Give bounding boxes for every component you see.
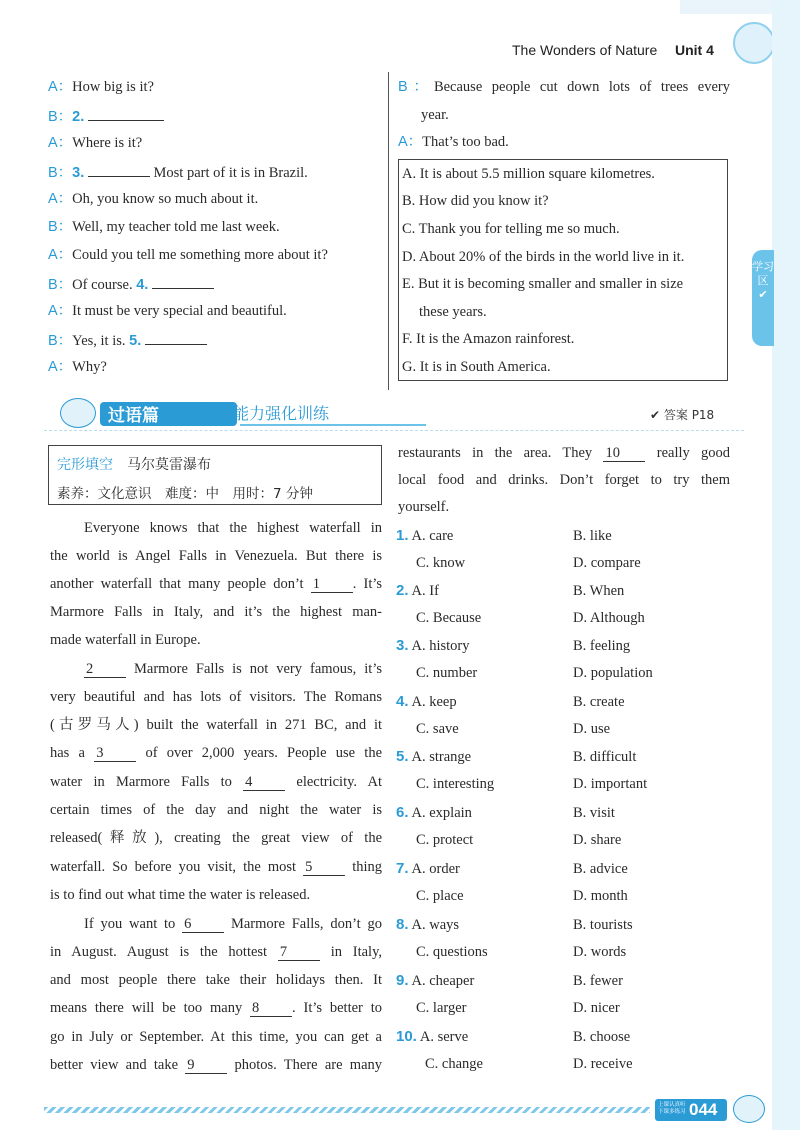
mascot-icon: [733, 22, 775, 64]
dialog-line-cont: year.: [421, 107, 449, 123]
option-c[interactable]: C. number: [416, 665, 478, 681]
page-number-box: [655, 1099, 727, 1121]
option-d[interactable]: D. Although: [573, 610, 645, 626]
section-badge: 过语篇: [108, 406, 159, 426]
option-c[interactable]: C. Because: [416, 610, 482, 626]
option-d[interactable]: D. compare: [573, 555, 641, 571]
subtitle-underline: [240, 424, 426, 426]
option-b[interactable]: B. choose: [573, 1029, 631, 1045]
question-number: 8.: [396, 916, 409, 933]
question-number: 7.: [396, 860, 409, 877]
owl-mascot-icon: [60, 398, 96, 428]
answer-blank[interactable]: [88, 162, 150, 177]
option-a[interactable]: A. cheaper: [411, 973, 475, 989]
passage-line: better view and take 9 photos. There are many: [50, 1057, 383, 1073]
exercise-type: 完形填空: [57, 457, 113, 473]
option-b[interactable]: B. difficult: [573, 749, 637, 765]
question-number: 9.: [396, 972, 409, 989]
dialog-line: B：2.: [48, 106, 164, 126]
blank-1[interactable]: 1: [311, 577, 353, 593]
option-d[interactable]: D. nicer: [573, 1000, 620, 1016]
blank-9[interactable]: 9: [185, 1058, 227, 1074]
passage-line: local food and drinks. Don’t forget to try them: [398, 472, 730, 488]
option-a[interactable]: A. If: [411, 583, 439, 599]
option-item: D. About 20% of the birds in the world live in it.: [402, 249, 685, 265]
question-item: [396, 860, 460, 878]
passage-line: very beautiful and has lots of visitors. The Romans: [50, 689, 382, 705]
option-a[interactable]: A. keep: [411, 694, 457, 710]
dialog-line: A：It must be very special and beautiful.: [48, 303, 287, 319]
option-a[interactable]: A. serve: [419, 1029, 469, 1045]
question-number: 3.: [396, 637, 409, 654]
dialog-line: A：Could you tell me something more about it?: [48, 247, 328, 263]
passage-line: restaurants in the area. They 10 really good: [398, 445, 731, 461]
footer-stripe: [44, 1107, 650, 1113]
question-item: [396, 637, 470, 655]
option-b[interactable]: B. tourists: [573, 917, 633, 933]
passage-line: If you want to 6 Marmore Falls, don’t go: [84, 916, 382, 932]
dialog-line: A：How big is it?: [48, 79, 154, 95]
dialog-line: A：Why?: [48, 359, 107, 375]
option-d[interactable]: D. words: [573, 944, 627, 960]
option-item-cont: these years.: [419, 304, 487, 320]
option-d[interactable]: D. important: [573, 776, 648, 792]
page-edge-decoration: [772, 0, 800, 1130]
option-b[interactable]: B. create: [573, 694, 625, 710]
passage-line: 2 Marmore Falls is not very famous, it’s: [86, 661, 383, 677]
option-item: C. Thank you for telling me so much.: [402, 221, 620, 237]
blank-5[interactable]: 5: [303, 860, 345, 876]
running-title: The Wonders of Nature: [512, 42, 658, 58]
passage-line: yourself.: [398, 499, 450, 515]
blank-8[interactable]: 8: [250, 1001, 292, 1017]
side-tab-label: 学习区: [752, 260, 774, 287]
dialog-line: B：Because people cut down lots of trees every: [398, 79, 731, 95]
option-b[interactable]: B. When: [573, 583, 625, 599]
options-box: [398, 159, 728, 381]
question-number: 5.: [396, 748, 409, 765]
dialog-line: A：Where is it?: [48, 135, 143, 151]
question-number: 6.: [396, 804, 409, 821]
exercise-meta: 素养：文化意识 难度：中 用时：7 分钟: [57, 486, 313, 502]
blank-10[interactable]: 10: [603, 446, 645, 462]
dialog-line: B：Yes, it is. 5.: [48, 330, 207, 350]
passage-line: in August. August is the hottest 7 in Italy,: [50, 944, 383, 960]
option-c[interactable]: C. larger: [416, 1000, 467, 1016]
option-d[interactable]: D. month: [573, 888, 628, 904]
option-d[interactable]: D. use: [573, 721, 611, 737]
option-item: E. But it is becoming smaller and smaller in size: [402, 276, 684, 292]
option-b[interactable]: B. feeling: [573, 638, 631, 654]
option-item: B. How did you know it?: [402, 193, 549, 209]
blank-2[interactable]: 2: [84, 662, 126, 678]
passage-line: Marmore Falls in Italy, and it’s the highest man-: [50, 604, 382, 620]
section-banner: [60, 398, 750, 426]
question-item: [396, 804, 472, 822]
option-item: G. It is in South America.: [402, 359, 551, 375]
option-b[interactable]: B. like: [573, 528, 612, 544]
side-tab[interactable]: 学习区 ✔: [752, 250, 774, 346]
blank-3[interactable]: 3: [94, 746, 136, 762]
page-number: 044: [689, 1100, 718, 1119]
owl-mascot-icon: [733, 1095, 765, 1123]
option-b[interactable]: B. fewer: [573, 973, 623, 989]
option-a[interactable]: A. explain: [411, 805, 472, 821]
dialog-line: A：That’s too bad.: [398, 134, 509, 150]
option-b[interactable]: B. advice: [573, 861, 628, 877]
page-footer: [0, 1095, 800, 1130]
passage-line: the world is Angel Falls in Venezuela. But there is: [50, 548, 382, 564]
question-item: [396, 1028, 468, 1046]
dialog-line: A：Oh, you know so much about it.: [48, 191, 259, 207]
passage-line: means there will be too many 8 . It’s better to: [50, 1000, 382, 1016]
option-b[interactable]: B. visit: [573, 805, 615, 821]
question-item: [396, 582, 439, 600]
section-divider: [44, 430, 744, 431]
question-item: [396, 748, 471, 766]
passage-line: water in Marmore Falls to 4 electricity. At: [50, 774, 382, 790]
answer-blank[interactable]: [152, 274, 214, 289]
option-c[interactable]: C. place: [416, 888, 464, 904]
option-c[interactable]: C. change: [425, 1056, 483, 1072]
passage-line: Everyone knows that the highest waterfall in: [84, 520, 382, 536]
passage-line: made waterfall in Europe.: [50, 632, 201, 648]
passage-line: released(释放), creating the great view of the: [50, 830, 382, 846]
option-a[interactable]: A. care: [411, 528, 454, 544]
option-c[interactable]: C. save: [416, 721, 459, 737]
question-item: [396, 527, 453, 545]
unit-label: Unit 4: [675, 42, 714, 58]
passage-line: is to find out what time the water is released.: [50, 887, 311, 903]
option-d[interactable]: D. receive: [573, 1056, 633, 1072]
passage-line: another waterfall that many people don’t 1 . It’s: [50, 576, 383, 592]
passage-line: certain times of the day and night the water is: [50, 802, 382, 818]
option-d[interactable]: D. share: [573, 832, 622, 848]
option-a[interactable]: A. history: [411, 638, 470, 654]
dialog-line: B：3. Most part of it is in Brazil.: [48, 162, 308, 182]
blank-7[interactable]: 7: [278, 945, 320, 961]
question-item: [396, 916, 459, 934]
exercise-info-box: [48, 445, 382, 505]
option-a[interactable]: A. strange: [411, 749, 472, 765]
answer-blank[interactable]: [145, 330, 207, 345]
option-item: A. It is about 5.5 million square kilometres.: [402, 166, 655, 182]
option-c[interactable]: C. protect: [416, 832, 474, 848]
dialog-line: B：Of course. 4.: [48, 274, 214, 294]
dialog-line: B：Well, my teacher told me last week.: [48, 219, 280, 235]
passage-line: (古罗马人) built the waterfall in 271 BC, and it: [50, 717, 382, 733]
section-subtitle: 阅读能力强化训练: [201, 404, 330, 423]
question-number: 1.: [396, 527, 409, 544]
footer-label: 上课认真听下课多练习: [658, 1102, 686, 1115]
option-a[interactable]: A. order: [411, 861, 460, 877]
answer-reference[interactable]: ✔ 答案 P18: [650, 408, 715, 422]
option-a[interactable]: A. ways: [411, 917, 460, 933]
question-number: 2.: [396, 582, 409, 599]
question-item: [396, 972, 474, 990]
question-number: 10.: [396, 1028, 417, 1045]
passage-title: 马尔莫雷瀑布: [127, 457, 211, 473]
option-d[interactable]: D. population: [573, 665, 653, 681]
blank-4[interactable]: 4: [243, 775, 285, 791]
passage-line: go in July or September. At this time, you can get a: [50, 1029, 382, 1045]
answer-blank[interactable]: [88, 106, 164, 121]
blank-6[interactable]: 6: [182, 917, 224, 933]
passage-line: waterfall. So before you visit, the most 5 thing: [50, 859, 383, 875]
option-item: F. It is the Amazon rainforest.: [402, 331, 575, 347]
question-number: 4.: [396, 693, 409, 710]
column-divider: [388, 72, 389, 390]
page-header: [0, 0, 800, 70]
option-c[interactable]: C. know: [416, 555, 466, 571]
option-c[interactable]: C. interesting: [416, 776, 495, 792]
question-item: [396, 693, 457, 711]
passage-line: and most people there take their holidays then. It: [50, 972, 382, 988]
passage-line: has a 3 of over 2,000 years. People use the: [50, 745, 383, 761]
option-c[interactable]: C. questions: [416, 944, 488, 960]
